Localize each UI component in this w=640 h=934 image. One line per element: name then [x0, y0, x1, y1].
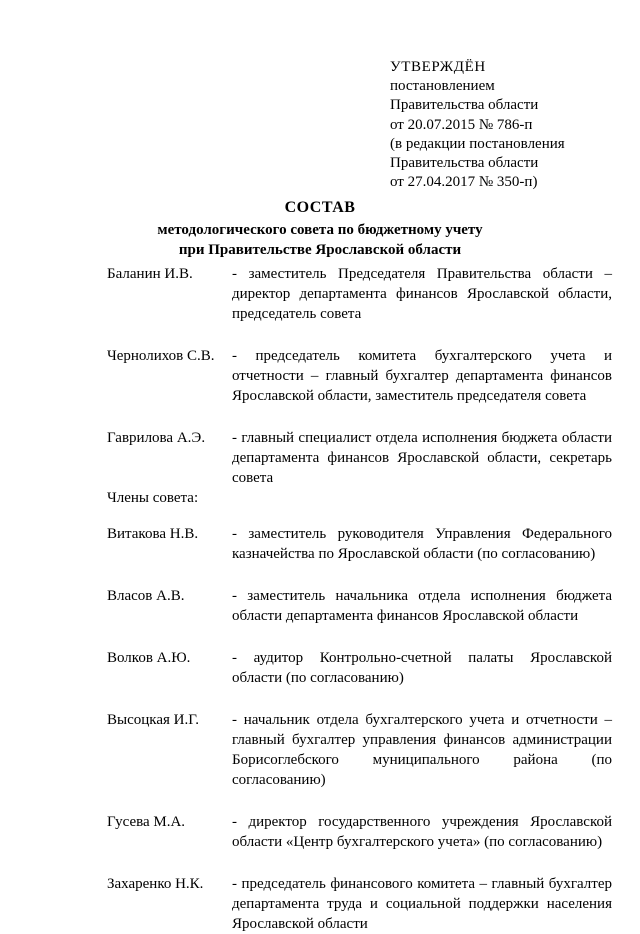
approval-line: Правительства области — [390, 154, 539, 171]
member-name: Витакова Н.В. — [107, 526, 199, 542]
member-row — [107, 524, 612, 564]
member-role: - председатель финансового комитета – главный бухгалтер департамента труда и социальной поддержки населения Ярославской области — [232, 876, 612, 932]
title-line-2: при Правительстве Ярославской области — [178, 242, 462, 258]
member-role: - аудитор Контрольно-счетной палаты Ярославской области (по согласованию) — [232, 650, 612, 686]
approval-stamp — [390, 58, 620, 192]
member-row — [107, 648, 612, 688]
approval-line: УТВЕРЖДЁН — [390, 59, 486, 75]
member-row — [107, 812, 612, 852]
approval-line: (в редакции постановления — [390, 135, 565, 152]
member-name: Высоцкая И.Г. — [107, 712, 199, 728]
member-role: - директор государственного учреждения Ярославской области «Центр бухгалтерского учета» (по согласованию) — [232, 814, 612, 850]
member-row-deputy-chair — [107, 346, 612, 406]
approval-line: Правительства области — [390, 97, 539, 114]
member-name: Власов А.В. — [107, 588, 185, 604]
members-section-label: Члены совета: — [107, 490, 199, 506]
member-row — [107, 586, 612, 626]
approval-line: от 27.04.2017 № 350-п) — [390, 174, 538, 191]
approval-line: постановлением — [390, 78, 495, 95]
member-role: - председатель комитета бухгалтерского учета и отчетности – главный бухгалтер департамента финансов Ярославской области, заместитель председателя совета — [232, 348, 612, 404]
member-name: Волков А.Ю. — [107, 650, 191, 666]
member-role: - заместитель Председателя Правительства области – директор департамента финансов Ярославской области, председатель совета — [232, 266, 612, 322]
member-name: Чернолихов С.В. — [107, 348, 215, 364]
title-main: СОСТАВ — [284, 199, 356, 216]
member-row-chair — [107, 264, 612, 324]
member-role: - главный специалист отдела исполнения бюджета области департамента финансов Ярославской области, секретарь совета — [232, 430, 612, 486]
council-composition — [107, 264, 612, 934]
member-role: - заместитель начальника отдела исполнения бюджета области департамента финансов Ярославской области — [232, 588, 612, 624]
member-name: Гусева М.А. — [107, 814, 186, 830]
member-name: Захаренко Н.К. — [107, 876, 204, 892]
member-row-secretary — [107, 428, 612, 488]
approval-line: от 20.07.2015 № 786-п — [390, 116, 533, 133]
document-title — [140, 196, 500, 260]
member-name: Гаврилова А.Э. — [107, 430, 206, 446]
member-row — [107, 710, 612, 790]
member-role: - заместитель руководителя Управления Федерального казначейства по Ярославской области (по согласованию) — [232, 526, 612, 562]
member-name: Баланин И.В. — [107, 266, 193, 282]
member-role: - начальник отдела бухгалтерского учета и отчетности – главный бухгалтер управления финансов администрации Борисоглебского муниципального района (по согласованию) — [232, 712, 612, 788]
member-row — [107, 874, 612, 934]
title-line-1: методологического совета по бюджетному учету — [157, 222, 483, 238]
